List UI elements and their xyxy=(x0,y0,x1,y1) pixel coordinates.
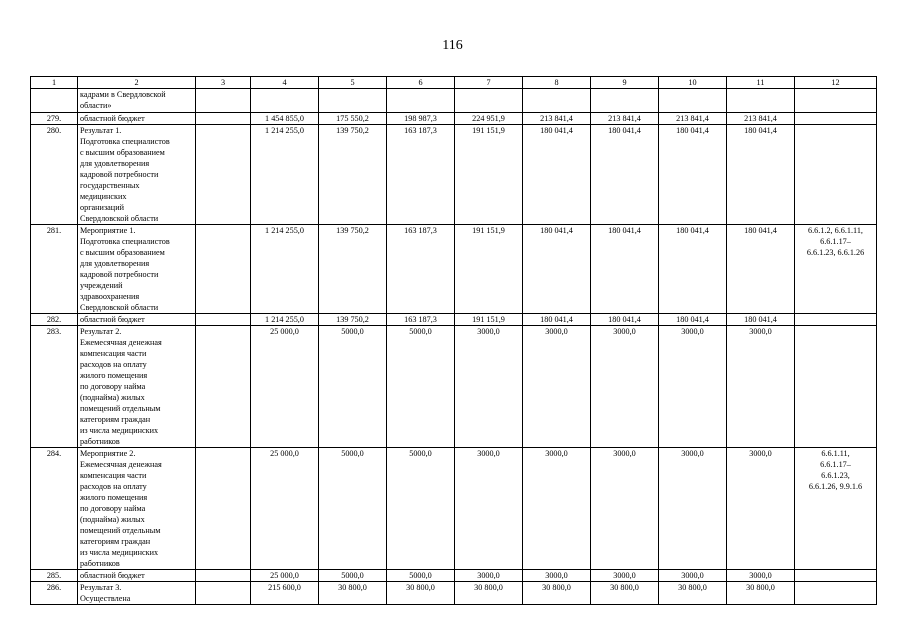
amount-cell xyxy=(727,225,795,314)
amount-cell xyxy=(455,448,523,570)
row-number-cell xyxy=(31,125,78,225)
amount-cell-text: 191 151,9 xyxy=(472,126,505,135)
amount-cell xyxy=(523,582,591,605)
amount-cell-text: 180 041,4 xyxy=(744,315,777,324)
row-name-cell xyxy=(78,113,196,125)
target-link-cell-text: 6.6.1.2, 6.6.1.11, 6.6.1.17– 6.6.1.23, 6.6.1.26 xyxy=(806,226,865,257)
target-link-cell xyxy=(795,225,877,314)
amount-cell xyxy=(319,125,387,225)
row-number-cell xyxy=(31,225,78,314)
amount-cell xyxy=(387,570,455,582)
amount-cell-text: 180 041,4 xyxy=(540,226,573,235)
amount-cell-text: 3000,0 xyxy=(613,449,636,458)
row-name-cell xyxy=(78,570,196,582)
amount-cell-text: 3000,0 xyxy=(749,449,772,458)
column-3-cell xyxy=(196,448,251,570)
amount-cell-text: 180 041,4 xyxy=(608,226,641,235)
amount-cell xyxy=(455,326,523,448)
amount-cell xyxy=(727,326,795,448)
row-name-cell-text: областной бюджет xyxy=(80,571,145,580)
amount-cell-text: 215 600,0 xyxy=(268,583,301,592)
row-number-cell xyxy=(31,314,78,326)
table-row xyxy=(31,113,877,125)
amount-cell-text: 180 041,4 xyxy=(608,315,641,324)
amount-cell-text: 3000,0 xyxy=(477,327,500,336)
column-header-9: 9 xyxy=(591,77,659,89)
table-body xyxy=(31,89,877,605)
column-header-3: 3 xyxy=(196,77,251,89)
amount-cell xyxy=(455,225,523,314)
row-name-cell xyxy=(78,448,196,570)
target-link-cell xyxy=(795,113,877,125)
column-3-cell xyxy=(196,570,251,582)
amount-cell xyxy=(523,113,591,125)
amount-cell-text: 213 841,4 xyxy=(608,114,641,123)
row-number-cell xyxy=(31,89,78,113)
amount-cell xyxy=(251,225,319,314)
amount-cell-text: 163 187,3 xyxy=(404,126,437,135)
amount-cell xyxy=(319,326,387,448)
amount-cell xyxy=(455,125,523,225)
amount-cell xyxy=(387,89,455,113)
amount-cell xyxy=(523,314,591,326)
row-name-cell-text: областной бюджет xyxy=(80,315,145,324)
amount-cell xyxy=(523,570,591,582)
target-link-cell xyxy=(795,326,877,448)
amount-cell xyxy=(659,125,727,225)
column-header-7: 7 xyxy=(455,77,523,89)
amount-cell xyxy=(523,125,591,225)
amount-cell-text: 5000,0 xyxy=(409,449,432,458)
column-header-12: 12 xyxy=(795,77,877,89)
amount-cell xyxy=(659,89,727,113)
amount-cell xyxy=(387,113,455,125)
row-number-cell xyxy=(31,326,78,448)
row-name-cell-text: Мероприятие 2. Ежемесячная денежная компенсация части расходов на оплату жилого помещения по договору найма (поднайма) жилых помещений отдельным категориям граждан из числа медицинских работников xyxy=(80,449,162,568)
column-3-cell xyxy=(196,113,251,125)
amount-cell-text: 25 000,0 xyxy=(270,449,299,458)
amount-cell xyxy=(659,448,727,570)
amount-cell-text: 191 151,9 xyxy=(472,226,505,235)
amount-cell xyxy=(387,448,455,570)
column-header-4: 4 xyxy=(251,77,319,89)
amount-cell-text: 30 800,0 xyxy=(746,583,775,592)
amount-cell-text: 3000,0 xyxy=(749,327,772,336)
amount-cell-text: 25 000,0 xyxy=(270,571,299,580)
amount-cell-text: 175 550,2 xyxy=(336,114,369,123)
row-name-cell xyxy=(78,89,196,113)
amount-cell xyxy=(591,448,659,570)
amount-cell xyxy=(659,326,727,448)
amount-cell xyxy=(659,314,727,326)
table-row xyxy=(31,326,877,448)
amount-cell xyxy=(523,448,591,570)
amount-cell-text: 30 800,0 xyxy=(474,583,503,592)
row-number-cell xyxy=(31,570,78,582)
amount-cell xyxy=(591,314,659,326)
target-link-cell xyxy=(795,582,877,605)
amount-cell-text: 3000,0 xyxy=(681,449,704,458)
amount-cell-text: 3000,0 xyxy=(681,327,704,336)
amount-cell-text: 3000,0 xyxy=(681,571,704,580)
amount-cell-text: 139 750,2 xyxy=(336,126,369,135)
amount-cell xyxy=(727,448,795,570)
amount-cell xyxy=(251,314,319,326)
amount-cell-text: 180 041,4 xyxy=(744,126,777,135)
amount-cell xyxy=(591,225,659,314)
amount-cell xyxy=(387,125,455,225)
amount-cell xyxy=(591,113,659,125)
column-header-5: 5 xyxy=(319,77,387,89)
row-number-cell-text: 284. xyxy=(46,449,62,458)
amount-cell-text: 1 214 255,0 xyxy=(265,226,304,235)
amount-cell xyxy=(319,113,387,125)
table-row xyxy=(31,225,877,314)
amount-cell xyxy=(455,570,523,582)
row-name-cell xyxy=(78,326,196,448)
amount-cell-text: 5000,0 xyxy=(341,327,364,336)
amount-cell-text: 1 214 255,0 xyxy=(265,315,304,324)
amount-cell-text: 163 187,3 xyxy=(404,226,437,235)
amount-cell-text: 5000,0 xyxy=(409,571,432,580)
amount-cell-text: 30 800,0 xyxy=(678,583,707,592)
row-name-cell-text: Результат 3. Осуществлена xyxy=(80,583,131,603)
amount-cell-text: 224 951,9 xyxy=(472,114,505,123)
row-name-cell-text: областной бюджет xyxy=(80,114,145,123)
row-name-cell xyxy=(78,582,196,605)
column-3-cell xyxy=(196,326,251,448)
table-row xyxy=(31,125,877,225)
amount-cell-text: 3000,0 xyxy=(545,571,568,580)
column-header-11: 11 xyxy=(727,77,795,89)
target-link-cell-text: 6.6.1.11, 6.6.1.17– 6.6.1.23, 6.6.1.26, 9.9.1.6 xyxy=(808,449,863,491)
row-name-cell xyxy=(78,225,196,314)
amount-cell xyxy=(319,89,387,113)
amount-cell-text: 180 041,4 xyxy=(540,315,573,324)
amount-cell-text: 3000,0 xyxy=(613,327,636,336)
amount-cell xyxy=(523,326,591,448)
amount-cell xyxy=(319,448,387,570)
amount-cell xyxy=(523,225,591,314)
page-number: 116 xyxy=(442,38,463,53)
target-link-cell xyxy=(795,89,877,113)
amount-cell xyxy=(251,89,319,113)
amount-cell xyxy=(591,89,659,113)
amount-cell-text: 3000,0 xyxy=(749,571,772,580)
amount-cell-text: 213 841,4 xyxy=(744,114,777,123)
row-number-cell-text: 285. xyxy=(46,571,62,580)
table-header-row xyxy=(31,77,877,89)
amount-cell-text: 1 454 855,0 xyxy=(265,114,304,123)
amount-cell-text: 180 041,4 xyxy=(676,126,709,135)
row-number-cell-text: 283. xyxy=(46,327,62,336)
target-link-cell xyxy=(795,448,877,570)
amount-cell xyxy=(387,314,455,326)
column-header-1: 1 xyxy=(31,77,78,89)
amount-cell-text: 213 841,4 xyxy=(540,114,573,123)
amount-cell xyxy=(387,225,455,314)
amount-cell-text: 5000,0 xyxy=(409,327,432,336)
table-row xyxy=(31,89,877,113)
amount-cell-text: 180 041,4 xyxy=(540,126,573,135)
amount-cell-text: 30 800,0 xyxy=(542,583,571,592)
amount-cell xyxy=(319,582,387,605)
amount-cell xyxy=(455,113,523,125)
amount-cell-text: 3000,0 xyxy=(477,571,500,580)
amount-cell-text: 25 000,0 xyxy=(270,327,299,336)
column-header-6: 6 xyxy=(387,77,455,89)
amount-cell xyxy=(727,125,795,225)
column-header-8: 8 xyxy=(523,77,591,89)
row-name-cell-text: Результат 1. Подготовка специалистов с высшим образованием для удовлетворения кадровой потребности государственных медицинских организаций Свердловской области xyxy=(80,126,170,223)
amount-cell xyxy=(319,225,387,314)
target-link-cell xyxy=(795,125,877,225)
column-header-10: 10 xyxy=(659,77,727,89)
row-number-cell-text: 279. xyxy=(46,114,62,123)
amount-cell xyxy=(591,326,659,448)
column-header-2: 2 xyxy=(78,77,196,89)
row-name-cell-text: Мероприятие 1. Подготовка специалистов с высшим образованием для удовлетворения кадровой потребности учреждений здравоохранения Свердловской области xyxy=(80,226,170,312)
table-row xyxy=(31,448,877,570)
amount-cell-text: 180 041,4 xyxy=(744,226,777,235)
column-3-cell xyxy=(196,89,251,113)
table-row xyxy=(31,570,877,582)
amount-cell-text: 3000,0 xyxy=(477,449,500,458)
amount-cell xyxy=(387,582,455,605)
amount-cell xyxy=(251,582,319,605)
amount-cell-text: 5000,0 xyxy=(341,449,364,458)
amount-cell xyxy=(455,314,523,326)
row-number-cell-text: 286. xyxy=(46,583,62,592)
amount-cell xyxy=(727,582,795,605)
amount-cell xyxy=(455,89,523,113)
amount-cell xyxy=(455,582,523,605)
column-3-cell xyxy=(196,225,251,314)
amount-cell xyxy=(251,113,319,125)
amount-cell xyxy=(591,570,659,582)
amount-cell xyxy=(591,125,659,225)
amount-cell-text: 1 214 255,0 xyxy=(265,126,304,135)
column-3-cell xyxy=(196,314,251,326)
amount-cell xyxy=(727,89,795,113)
amount-cell xyxy=(319,570,387,582)
amount-cell xyxy=(251,326,319,448)
amount-cell xyxy=(523,89,591,113)
amount-cell-text: 163 187,3 xyxy=(404,315,437,324)
column-3-cell xyxy=(196,125,251,225)
amount-cell xyxy=(659,570,727,582)
amount-cell xyxy=(251,448,319,570)
amount-cell xyxy=(659,582,727,605)
target-link-cell xyxy=(795,570,877,582)
table-row xyxy=(31,314,877,326)
amount-cell-text: 191 151,9 xyxy=(472,315,505,324)
amount-cell xyxy=(591,582,659,605)
amount-cell-text: 5000,0 xyxy=(341,571,364,580)
row-number-cell xyxy=(31,582,78,605)
amount-cell-text: 213 841,4 xyxy=(676,114,709,123)
amount-cell-text: 180 041,4 xyxy=(608,126,641,135)
budget-table xyxy=(30,76,877,605)
row-name-cell-text: кадрами в Свердловской области» xyxy=(80,90,166,110)
amount-cell xyxy=(727,570,795,582)
row-number-cell xyxy=(31,113,78,125)
amount-cell-text: 198 987,3 xyxy=(404,114,437,123)
amount-cell-text: 139 750,2 xyxy=(336,226,369,235)
row-number-cell-text: 282. xyxy=(46,315,62,324)
amount-cell xyxy=(727,113,795,125)
amount-cell xyxy=(659,113,727,125)
column-3-cell xyxy=(196,582,251,605)
amount-cell xyxy=(251,125,319,225)
target-link-cell xyxy=(795,314,877,326)
amount-cell xyxy=(387,326,455,448)
amount-cell-text: 30 800,0 xyxy=(610,583,639,592)
row-number-cell-text: 280. xyxy=(46,126,62,135)
row-name-cell-text: Результат 2. Ежемесячная денежная компенсация части расходов на оплату жилого помещения по договору найма (поднайма) жилых помещений отдельным категориям граждан из числа медицинских работников xyxy=(80,327,162,446)
amount-cell-text: 139 750,2 xyxy=(336,315,369,324)
amount-cell-text: 180 041,4 xyxy=(676,226,709,235)
amount-cell-text: 3000,0 xyxy=(613,571,636,580)
amount-cell-text: 3000,0 xyxy=(545,449,568,458)
row-number-cell-text: 281. xyxy=(46,226,62,235)
amount-cell-text: 180 041,4 xyxy=(676,315,709,324)
row-name-cell xyxy=(78,314,196,326)
table-row xyxy=(31,582,877,605)
amount-cell-text: 30 800,0 xyxy=(338,583,367,592)
amount-cell xyxy=(319,314,387,326)
amount-cell-text: 30 800,0 xyxy=(406,583,435,592)
row-number-cell xyxy=(31,448,78,570)
amount-cell-text: 3000,0 xyxy=(545,327,568,336)
amount-cell xyxy=(659,225,727,314)
amount-cell xyxy=(251,570,319,582)
amount-cell xyxy=(727,314,795,326)
row-name-cell xyxy=(78,125,196,225)
